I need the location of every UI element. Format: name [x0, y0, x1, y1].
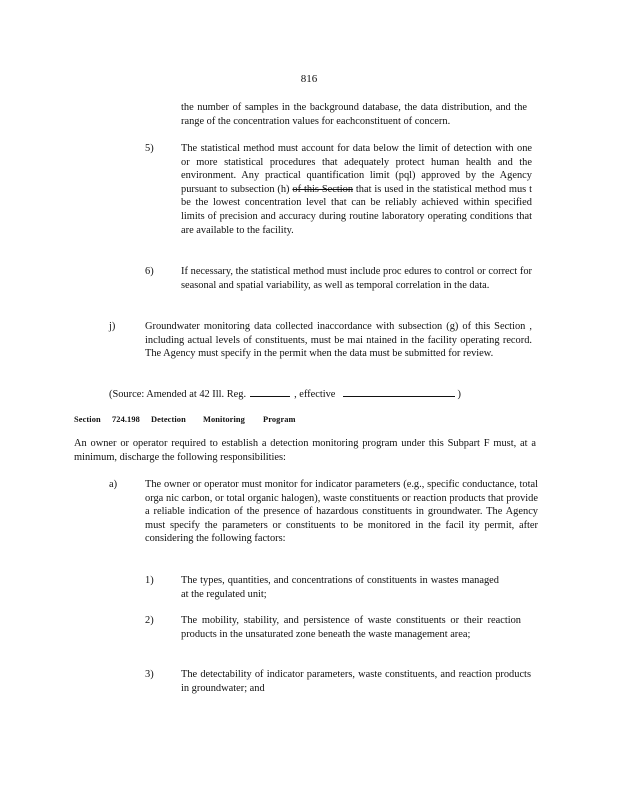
factor-3-label: 3)	[145, 669, 154, 680]
continuation-paragraph: the number of samples in the background database, the data distribution, and the range of the concentration values for eachconstituent of concern.	[181, 102, 527, 127]
factor-1-text: The types, quantities, and concentrations of constituents in wastes managed at the regulated unit;	[181, 575, 499, 600]
item-6-label: 6)	[145, 266, 154, 277]
heading-section-number: 724.198	[112, 415, 140, 424]
factor-2-label: 2)	[145, 615, 154, 626]
source-suffix: )	[457, 389, 461, 400]
heading-section-word: Section	[74, 415, 101, 424]
factor-2-text: The mobility, stability, and persistence of waste constituents or their reaction products in the unsaturated zone beneath the waste management area;	[181, 615, 521, 640]
heading-word-detection: Detection	[151, 415, 186, 424]
item-a-label: a)	[109, 479, 118, 490]
heading-word-program: Program	[263, 415, 296, 424]
heading-word-monitoring: Monitoring	[203, 415, 245, 424]
source-prefix: (Source: Amended at 42 Ill. Reg.	[109, 389, 247, 400]
intro-paragraph: An owner or operator required to establish a detection monitoring program under this Subpart F must, at a minimum, discharge the following responsibilities:	[74, 438, 536, 463]
item-j-text: Groundwater monitoring data collected inaccordance with subsection (g) of this Section , including actual levels of constituents, must be mai ntained in the facility operating record. The Agency must specify in the permit when the data must be submitted for review.	[145, 321, 532, 360]
effective-date-blank	[343, 386, 455, 397]
item-5-text	[181, 142, 532, 237]
item-j-label: j)	[109, 321, 116, 332]
item-5-label: 5)	[145, 143, 154, 154]
factor-1-label: 1)	[145, 575, 154, 586]
source-middle: , effective	[294, 389, 336, 400]
register-blank	[250, 386, 290, 397]
struck-text: of this Section	[292, 183, 354, 195]
source-note	[109, 386, 529, 402]
item-6-text: If necessary, the statistical method must include proc edures to control or correct for seasonal and spatial variability, as well as temporal correlation in the data.	[181, 266, 532, 291]
item-5-text-after: that is used in the statistical method mus t be the lowest concentration level that can be reliably achieved within specified limits of precision and accuracy during routine laboratory operating conditions that are available to the facility.	[181, 183, 532, 236]
page-number: 816	[300, 73, 318, 85]
section-heading	[74, 413, 296, 427]
item-a-text: The owner or operator must monitor for indicator parameters (e.g., specific conductance, total orga nic carbon, or total organic halogen), waste constituents or reaction products that provide a reliable indication of the presence of hazardous constituents in groundwater. The Agency must specify the parameters or constituents to be monitored in the facil ity permit, after considering the following factors:	[145, 479, 538, 545]
factor-3-text: The detectability of indicator parameters, waste constituents, and reaction products in groundwater; and	[181, 669, 531, 694]
item-5-text-before: The statistical method must account for data below the limit of detection with one or more statistical procedures that adequately protect human health and the environment. Any practical quantification limit (pql) approved by the Agency pursuant to subsection (h)	[181, 143, 532, 195]
